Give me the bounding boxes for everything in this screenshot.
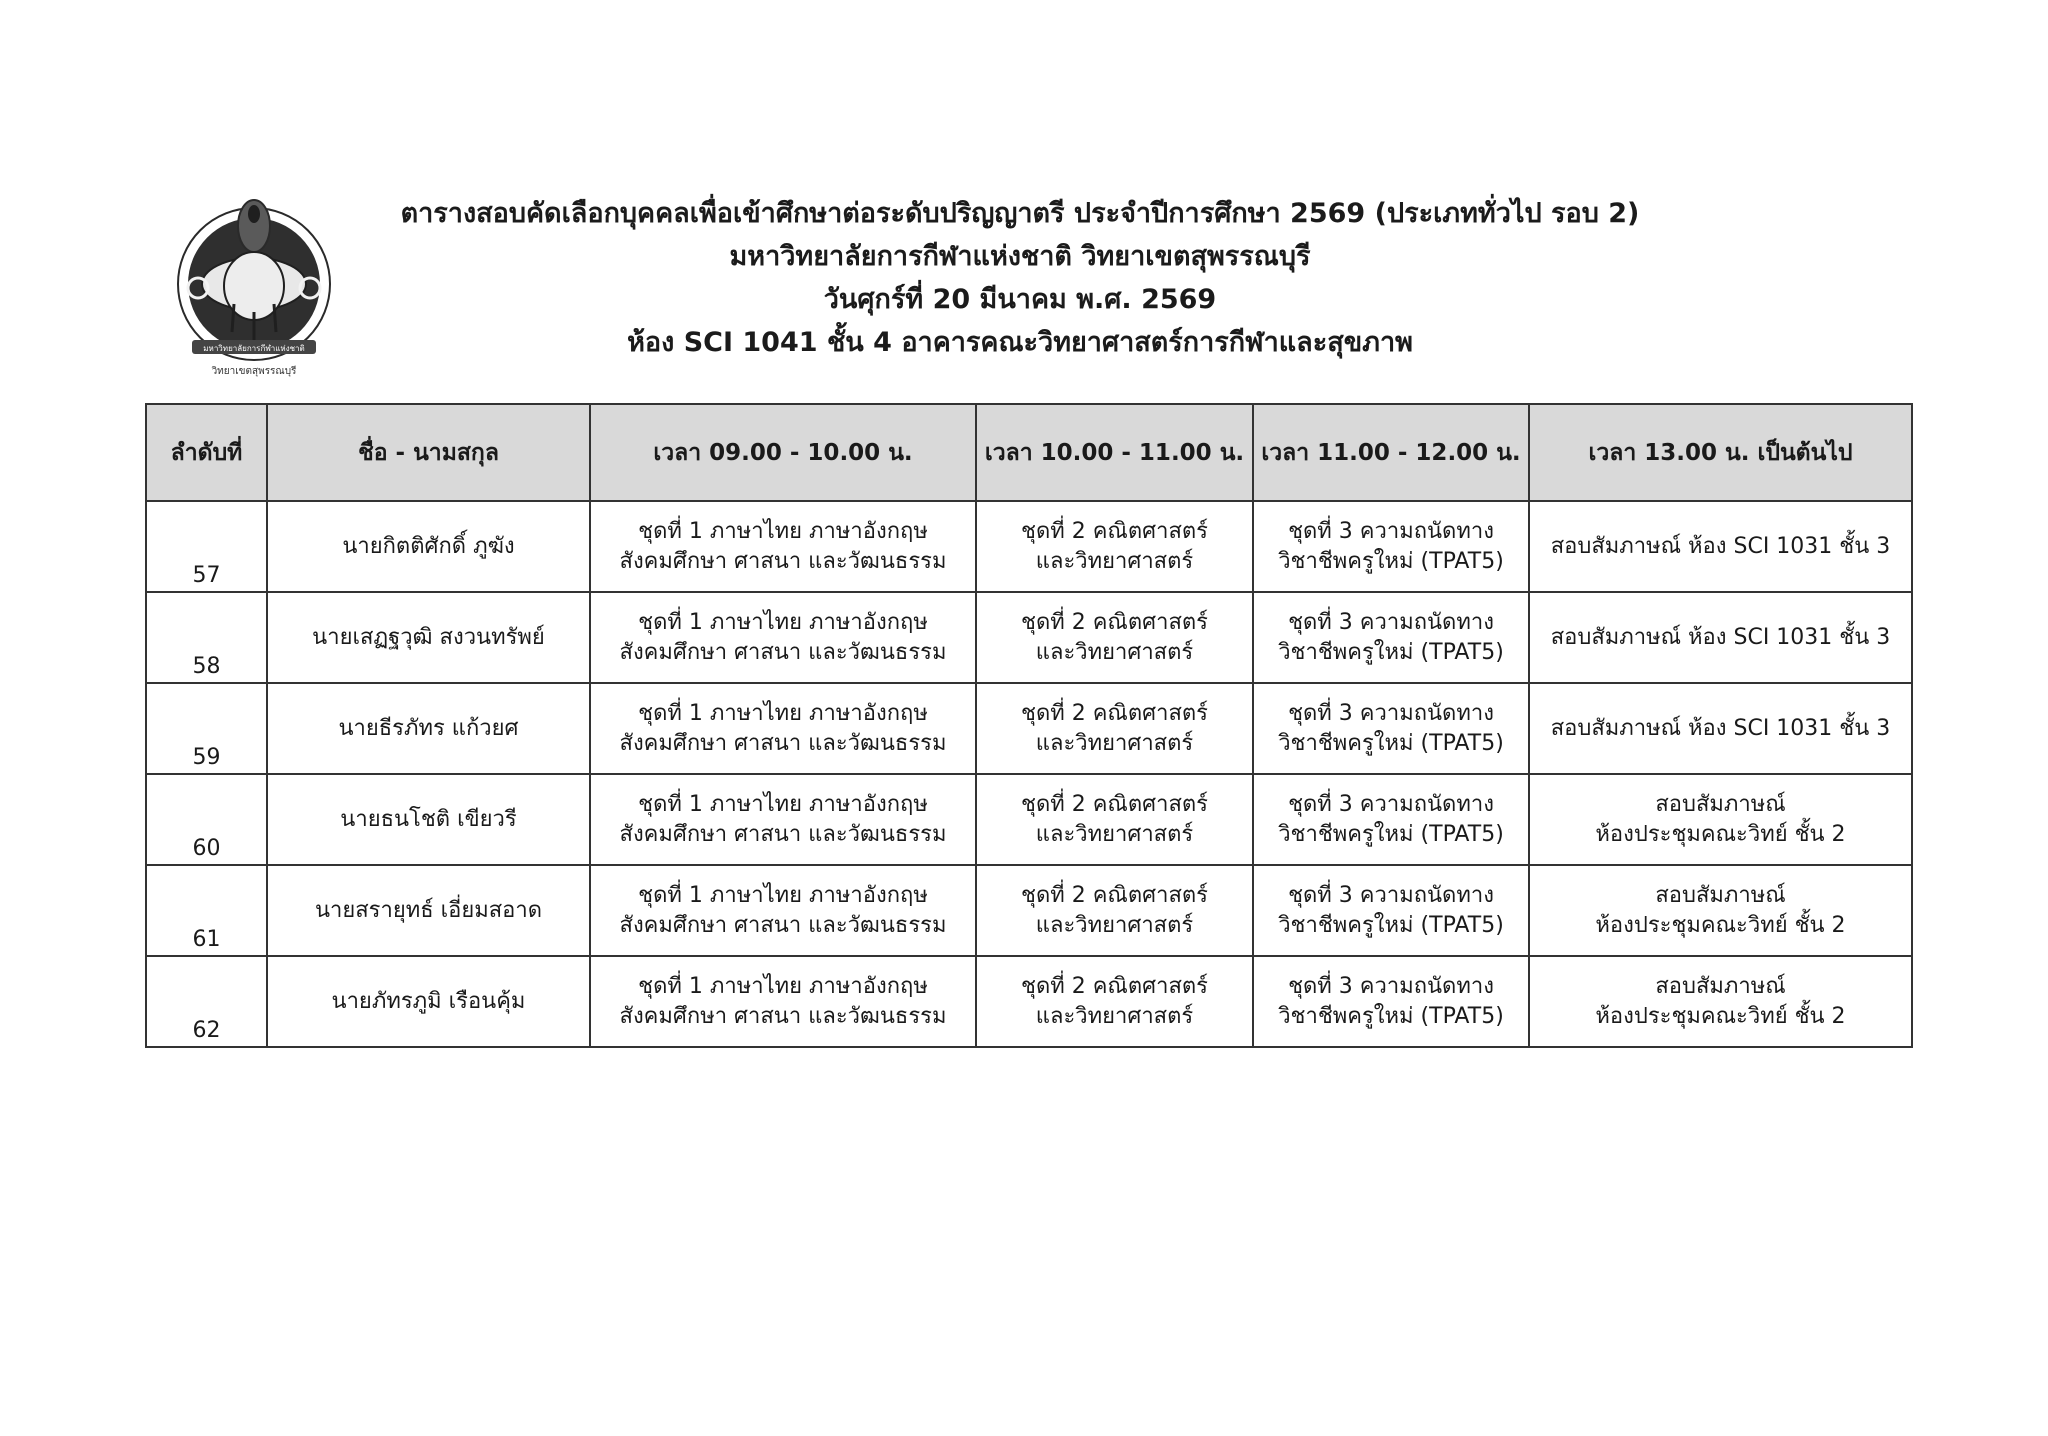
column-header-slot-3: เวลา 11.00 - 12.00 น. <box>1253 404 1529 501</box>
slot-1-cell <box>590 956 976 1047</box>
table-row <box>146 865 1912 956</box>
slot-2-line-1: ชุดที่ 2 คณิตศาสตร์ <box>1021 973 1208 999</box>
slot-3-cell <box>1253 956 1529 1047</box>
slot-2-line-2: และวิทยาศาสตร์ <box>1035 548 1194 574</box>
table-row <box>146 592 1912 683</box>
slot-4-line-1: สอบสัมภาษณ์ <box>1655 973 1786 999</box>
university-seal-logo <box>172 192 336 388</box>
slot-4-cell <box>1529 683 1912 774</box>
slot-4-cell <box>1529 956 1912 1047</box>
slot-1-line-2: สังคมศึกษา ศาสนา และวัฒนธรรม <box>619 912 947 938</box>
slot-3-line-2: วิชาชีพครูใหม่ (TPAT5) <box>1278 730 1504 756</box>
column-header-slot-2: เวลา 10.00 - 11.00 น. <box>976 404 1253 501</box>
slot-3-line-1: ชุดที่ 3 ความถนัดทาง <box>1288 609 1494 635</box>
slot-1-line-1: ชุดที่ 1 ภาษาไทย ภาษาอังกฤษ <box>638 518 928 544</box>
slot-1-line-2: สังคมศึกษา ศาสนา และวัฒนธรรม <box>619 730 947 756</box>
slot-3-line-1: ชุดที่ 3 ความถนัดทาง <box>1288 973 1494 999</box>
slot-2-line-2: และวิทยาศาสตร์ <box>1035 912 1194 938</box>
slot-3-cell <box>1253 592 1529 683</box>
slot-1-cell <box>590 683 976 774</box>
slot-4-line-1: สอบสัมภาษณ์ <box>1655 791 1786 817</box>
row-number: 60 <box>146 774 267 865</box>
table-header-row <box>146 404 1912 501</box>
candidate-name: นายธนโชติ เขียวรี <box>267 774 590 865</box>
slot-2-line-1: ชุดที่ 2 คณิตศาสตร์ <box>1021 700 1208 726</box>
slot-4-cell <box>1529 501 1912 592</box>
candidate-name: นายธีรภัทร แก้วยศ <box>267 683 590 774</box>
exam-schedule-table <box>145 403 1913 1048</box>
column-header-no: ลำดับที่ <box>146 404 267 501</box>
slot-3-cell <box>1253 501 1529 592</box>
slot-1-cell <box>590 865 976 956</box>
title-line-3: วันศุกร์ที่ 20 มีนาคม พ.ศ. 2569 <box>823 284 1217 315</box>
candidate-name: นายภัทรภูมิ เรือนคุ้ม <box>267 956 590 1047</box>
row-number: 61 <box>146 865 267 956</box>
slot-3-line-1: ชุดที่ 3 ความถนัดทาง <box>1288 882 1494 908</box>
slot-1-line-1: ชุดที่ 1 ภาษาไทย ภาษาอังกฤษ <box>638 609 928 635</box>
slot-2-line-2: และวิทยาศาสตร์ <box>1035 821 1194 847</box>
row-number: 57 <box>146 501 267 592</box>
seal-caption: วิทยาเขตสุพรรณบุรี <box>211 366 297 377</box>
seal-ring-text: มหาวิทยาลัยการกีฬาแห่งชาติ <box>203 344 305 353</box>
slot-4-cell <box>1529 592 1912 683</box>
slot-2-cell <box>976 956 1253 1047</box>
slot-1-cell <box>590 774 976 865</box>
title-line-1: ตารางสอบคัดเลือกบุคคลเพื่อเข้าศึกษาต่อระดับปริญญาตรี ประจำปีการศึกษา 2569 (ประเภททั่วไป รอบ 2) <box>400 198 1640 229</box>
slot-2-line-1: ชุดที่ 2 คณิตศาสตร์ <box>1021 791 1208 817</box>
column-header-slot-4: เวลา 13.00 น. เป็นต้นไป <box>1529 404 1912 501</box>
slot-2-line-1: ชุดที่ 2 คณิตศาสตร์ <box>1021 609 1208 635</box>
slot-3-line-1: ชุดที่ 3 ความถนัดทาง <box>1288 518 1494 544</box>
slot-2-line-2: และวิทยาศาสตร์ <box>1035 639 1194 665</box>
table-row <box>146 956 1912 1047</box>
slot-2-cell <box>976 865 1253 956</box>
title-line-2: มหาวิทยาลัยการกีฬาแห่งชาติ วิทยาเขตสุพรรณบุรี <box>729 241 1311 272</box>
slot-4-line-1: สอบสัมภาษณ์ ห้อง SCI 1031 ชั้น 3 <box>1550 715 1891 741</box>
document-header <box>330 192 1710 364</box>
slot-4-line-2: ห้องประชุมคณะวิทย์ ชั้น 2 <box>1595 821 1846 847</box>
slot-1-line-1: ชุดที่ 1 ภาษาไทย ภาษาอังกฤษ <box>638 791 928 817</box>
slot-4-line-2: ห้องประชุมคณะวิทย์ ชั้น 2 <box>1595 1003 1846 1029</box>
slot-3-line-2: วิชาชีพครูใหม่ (TPAT5) <box>1278 548 1504 574</box>
slot-2-cell <box>976 683 1253 774</box>
row-number: 58 <box>146 592 267 683</box>
candidate-name: นายสรายุทธ์ เอี่ยมสอาด <box>267 865 590 956</box>
table-row <box>146 501 1912 592</box>
slot-3-line-2: วิชาชีพครูใหม่ (TPAT5) <box>1278 821 1504 847</box>
slot-1-line-2: สังคมศึกษา ศาสนา และวัฒนธรรม <box>619 548 947 574</box>
slot-1-line-2: สังคมศึกษา ศาสนา และวัฒนธรรม <box>619 1003 947 1029</box>
slot-4-line-2: ห้องประชุมคณะวิทย์ ชั้น 2 <box>1595 912 1846 938</box>
column-header-slot-1: เวลา 09.00 - 10.00 น. <box>590 404 976 501</box>
slot-3-line-2: วิชาชีพครูใหม่ (TPAT5) <box>1278 912 1504 938</box>
slot-3-line-1: ชุดที่ 3 ความถนัดทาง <box>1288 791 1494 817</box>
slot-2-line-1: ชุดที่ 2 คณิตศาสตร์ <box>1021 882 1208 908</box>
candidate-name: นายเสฏฐวุฒิ สงวนทรัพย์ <box>267 592 590 683</box>
slot-2-cell <box>976 592 1253 683</box>
slot-1-cell <box>590 592 976 683</box>
slot-1-line-2: สังคมศึกษา ศาสนา และวัฒนธรรม <box>619 821 947 847</box>
slot-2-line-1: ชุดที่ 2 คณิตศาสตร์ <box>1021 518 1208 544</box>
slot-4-line-1: สอบสัมภาษณ์ ห้อง SCI 1031 ชั้น 3 <box>1550 624 1891 650</box>
slot-1-cell <box>590 501 976 592</box>
slot-1-line-2: สังคมศึกษา ศาสนา และวัฒนธรรม <box>619 639 947 665</box>
table-row <box>146 683 1912 774</box>
slot-2-cell <box>976 501 1253 592</box>
column-header-name: ชื่อ - นามสกุล <box>267 404 590 501</box>
table-body <box>146 501 1912 1047</box>
slot-3-cell <box>1253 683 1529 774</box>
table-row <box>146 774 1912 865</box>
slot-4-line-1: สอบสัมภาษณ์ ห้อง SCI 1031 ชั้น 3 <box>1550 533 1891 559</box>
row-number: 59 <box>146 683 267 774</box>
row-number: 62 <box>146 956 267 1047</box>
slot-1-line-1: ชุดที่ 1 ภาษาไทย ภาษาอังกฤษ <box>638 882 928 908</box>
title-line-4: ห้อง SCI 1041 ชั้น 4 อาคารคณะวิทยาศาสตร์การกีฬาและสุขภาพ <box>627 327 1413 358</box>
slot-2-line-2: และวิทยาศาสตร์ <box>1035 1003 1194 1029</box>
slot-2-line-2: และวิทยาศาสตร์ <box>1035 730 1194 756</box>
slot-3-cell <box>1253 774 1529 865</box>
slot-4-cell <box>1529 774 1912 865</box>
candidate-name: นายกิตติศักดิ์ ภูฆัง <box>267 501 590 592</box>
slot-1-line-1: ชุดที่ 1 ภาษาไทย ภาษาอังกฤษ <box>638 700 928 726</box>
slot-3-cell <box>1253 865 1529 956</box>
slot-4-cell <box>1529 865 1912 956</box>
slot-3-line-2: วิชาชีพครูใหม่ (TPAT5) <box>1278 639 1504 665</box>
slot-3-line-1: ชุดที่ 3 ความถนัดทาง <box>1288 700 1494 726</box>
slot-2-cell <box>976 774 1253 865</box>
slot-1-line-1: ชุดที่ 1 ภาษาไทย ภาษาอังกฤษ <box>638 973 928 999</box>
slot-4-line-1: สอบสัมภาษณ์ <box>1655 882 1786 908</box>
slot-3-line-2: วิชาชีพครูใหม่ (TPAT5) <box>1278 1003 1504 1029</box>
